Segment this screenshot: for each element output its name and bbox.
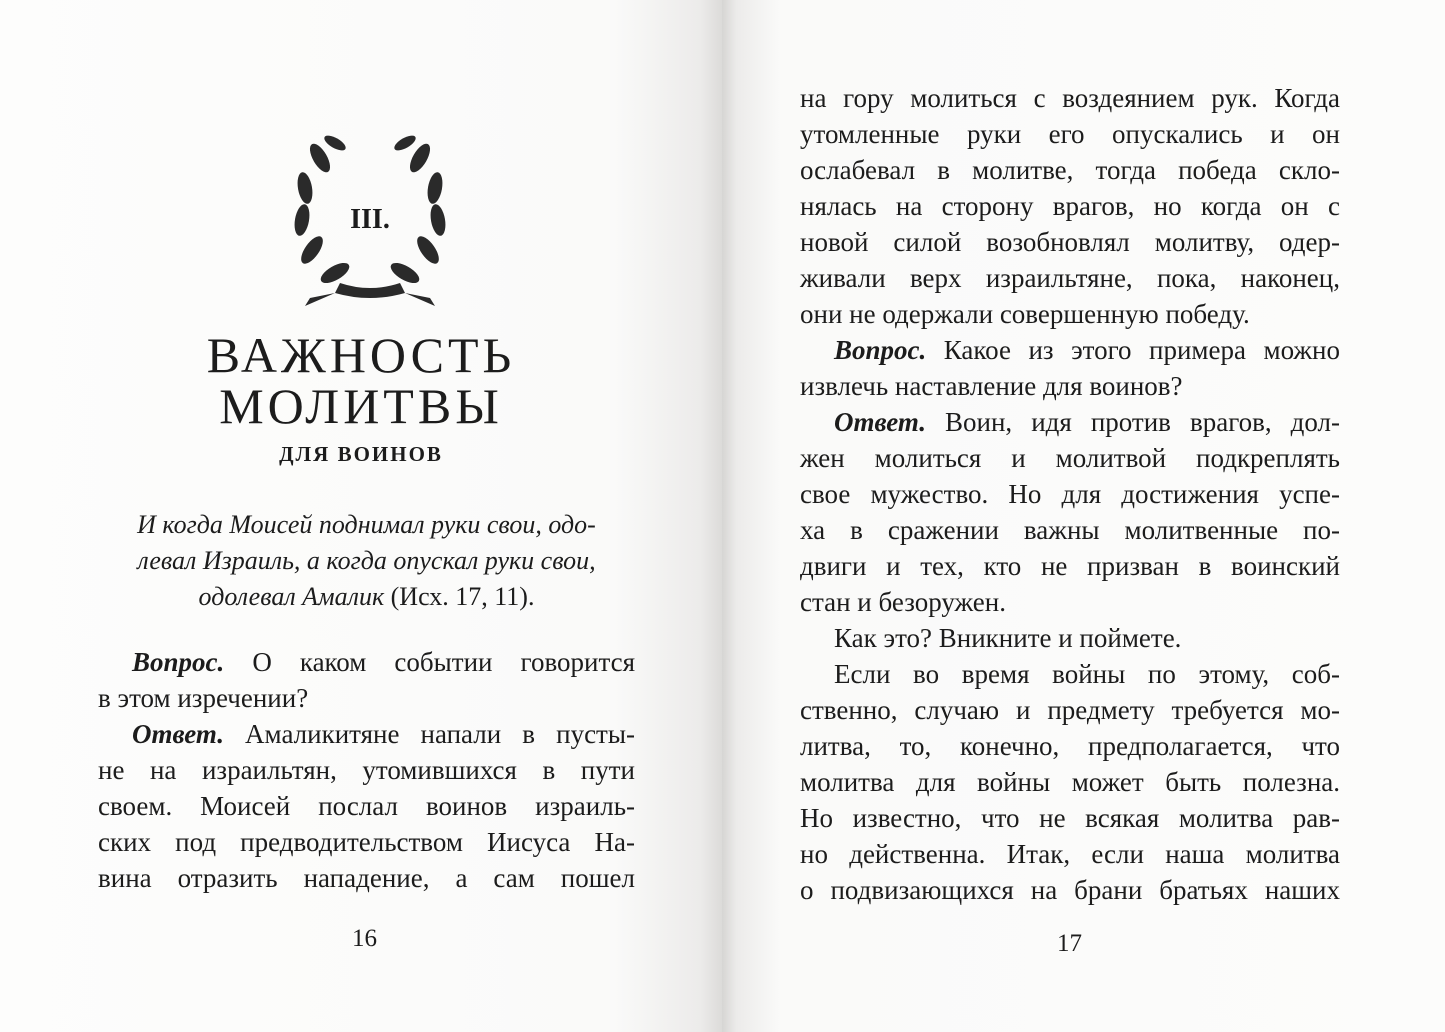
text-line — [800, 764, 1340, 800]
line-text: Как это? Вникните и поймете. — [834, 623, 1182, 653]
line-text: новой силой возобновлял молитву, одер- — [800, 227, 1340, 257]
line-text: стан и безоружен. — [800, 587, 1006, 617]
quote-line — [98, 507, 635, 543]
text-line — [800, 224, 1340, 260]
text-line — [800, 368, 1340, 404]
text-line — [800, 152, 1340, 188]
line-text: Воин, идя против врагов, дол- — [925, 407, 1340, 437]
text-line — [800, 512, 1340, 548]
text-line — [98, 752, 635, 788]
line-text: ха в сражении важны молитвенные по- — [800, 515, 1340, 545]
text-line — [800, 188, 1340, 224]
text-line — [800, 800, 1340, 836]
line-text: двиги и тех, кто не призван в воинский — [800, 551, 1340, 581]
line-text: Амаликитяне напали в пусты- — [223, 719, 635, 749]
line-text: ослабевал в молитве, тогда победа скло- — [800, 155, 1340, 185]
line-text: в этом изречении? — [98, 683, 309, 713]
line-text: литва, то, конечно, предполагается, что — [800, 731, 1340, 761]
right-page — [722, 0, 1445, 1032]
line-text: извлечь наставление для воинов? — [800, 371, 1183, 401]
line-text: жен молиться и молитвой подкреплять — [800, 443, 1340, 473]
label-answer: Ответ. — [834, 407, 926, 437]
line-text: они не одержали совершенную победу. — [800, 299, 1250, 329]
label-answer: Ответ. — [132, 719, 224, 749]
text-line — [800, 260, 1340, 296]
text-line — [800, 476, 1340, 512]
text-line — [800, 584, 1340, 620]
line-text: своем. Моисей послал воинов израиль- — [98, 791, 635, 821]
chapter-title-line2: МОЛИТВЫ — [219, 378, 503, 434]
line-text: на гору молиться с воздеянием рук. Когда — [800, 83, 1340, 113]
line-text: молитва для войны может быть полезна. — [800, 767, 1340, 797]
quote-text: левал Израиль, а когда опускал руки свои, — [137, 546, 596, 575]
chapter-number: III. — [350, 204, 390, 235]
text-line — [98, 824, 635, 860]
line-text: Если во время войны по этому, соб- — [834, 659, 1340, 689]
text-line — [800, 620, 1340, 656]
line-text: утомленные руки его опускались и он — [800, 119, 1340, 149]
quote-text: одолевал Амалик — [198, 582, 391, 611]
epigraph-quote — [98, 507, 635, 615]
line-text: нялась на сторону врагов, но когда он с — [800, 191, 1340, 221]
line-text: о подвизающихся на брани братьях наших — [800, 875, 1340, 905]
laurel-wreath-icon — [280, 118, 460, 308]
line-text: Какое из этого примера можно — [926, 335, 1340, 365]
quote-line — [98, 543, 635, 579]
text-line — [98, 860, 635, 896]
right-body-text — [800, 80, 1340, 908]
line-text: ственно, случаю и предмету требуется мо- — [800, 695, 1340, 725]
left-page — [0, 0, 722, 1032]
text-line — [800, 836, 1340, 872]
line-text: Но известно, что не всякая молитва рав- — [800, 803, 1340, 833]
page-number-right: 17 — [1057, 930, 1082, 957]
text-line — [800, 80, 1340, 116]
text-line — [800, 872, 1340, 908]
text-line — [800, 692, 1340, 728]
text-line — [800, 296, 1340, 332]
chapter-subtitle: ДЛЯ ВОИНОВ — [279, 442, 443, 466]
line-text: свое мужество. Но для достижения успе- — [800, 479, 1340, 509]
quote-text: И когда Моисей поднимал руки свои, одо- — [137, 510, 596, 539]
label-question: Вопрос. — [834, 335, 927, 365]
line-text: не на израильтян, утомившихся в пути — [98, 755, 635, 785]
chapter-title-line1: ВАЖНОСТЬ — [206, 327, 516, 383]
text-line — [800, 404, 1340, 440]
text-line — [98, 716, 635, 752]
line-text: но действенна. Итак, если наша молитва — [800, 839, 1340, 869]
line-text: ских под предводительством Иисуса На- — [98, 827, 635, 857]
left-body-text — [98, 644, 635, 896]
text-line — [800, 728, 1340, 764]
text-line — [800, 116, 1340, 152]
line-text: живали верх израильтяне, пока, наконец, — [800, 263, 1340, 293]
text-line — [98, 644, 635, 680]
text-line — [98, 788, 635, 824]
text-line — [98, 680, 635, 716]
page-number-left: 16 — [352, 925, 377, 952]
text-line — [800, 440, 1340, 476]
label-question: Вопрос. — [132, 647, 225, 677]
text-line — [800, 656, 1340, 692]
scripture-reference: (Исх. 17, 11). — [390, 582, 535, 611]
text-line — [800, 548, 1340, 584]
text-line — [800, 332, 1340, 368]
line-text: вина отразить нападение, а сам пошел — [98, 863, 635, 893]
quote-line — [98, 579, 635, 615]
line-text: О каком событии говорится — [224, 647, 635, 677]
